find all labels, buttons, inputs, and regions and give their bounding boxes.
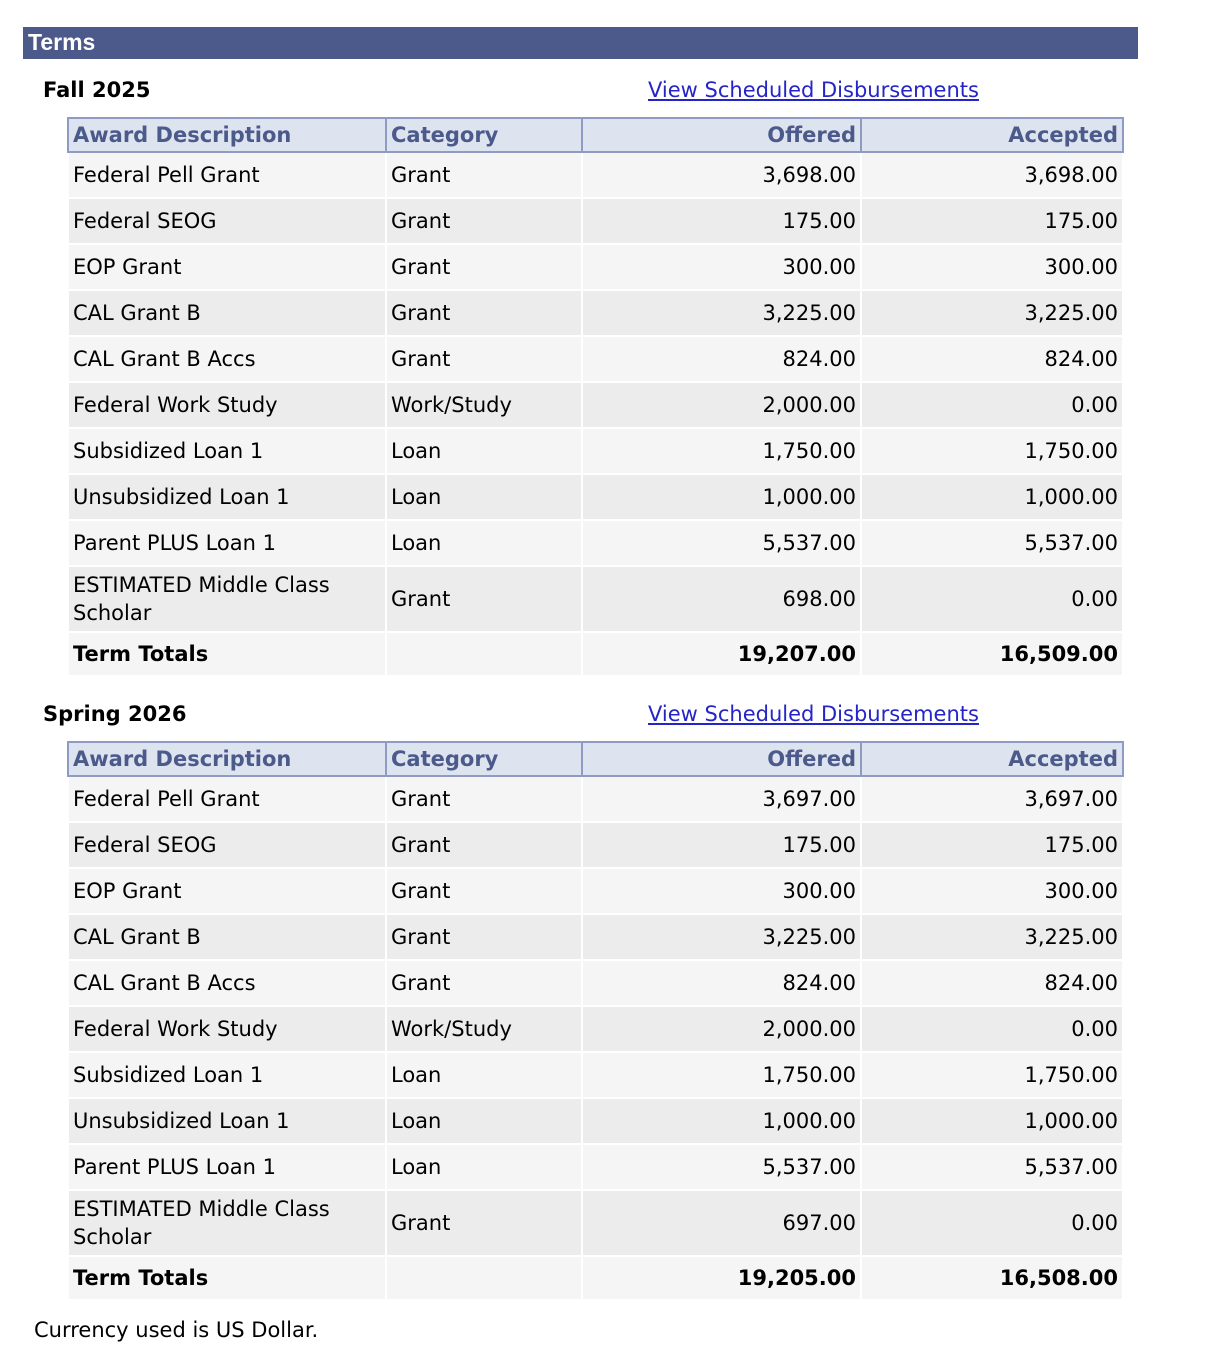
view-scheduled-disbursements-link[interactable]: View Scheduled Disbursements xyxy=(648,78,979,102)
award-category: Grant xyxy=(386,914,582,960)
award-offered: 5,537.00 xyxy=(582,520,861,566)
col-header-offered: Offered xyxy=(582,742,861,776)
col-header-award-description: Award Description xyxy=(68,118,386,152)
award-description: Federal Work Study xyxy=(68,1006,386,1052)
award-category: Work/Study xyxy=(386,382,582,428)
award-description: EOP Grant xyxy=(68,244,386,290)
award-category: Grant xyxy=(386,868,582,914)
award-category: Grant xyxy=(386,290,582,336)
award-offered: 1,750.00 xyxy=(582,1052,861,1098)
award-accepted: 824.00 xyxy=(861,960,1123,1006)
award-offered: 1,000.00 xyxy=(582,1098,861,1144)
award-offered: 1,750.00 xyxy=(582,428,861,474)
award-offered: 300.00 xyxy=(582,244,861,290)
award-accepted: 175.00 xyxy=(861,822,1123,868)
award-category: Grant xyxy=(386,776,582,822)
term-totals-label: Term Totals xyxy=(68,632,386,676)
award-offered: 5,537.00 xyxy=(582,1144,861,1190)
table-row xyxy=(68,1144,1123,1190)
award-accepted: 5,537.00 xyxy=(861,1144,1123,1190)
award-description: Federal SEOG xyxy=(68,822,386,868)
award-category: Work/Study xyxy=(386,1006,582,1052)
col-header-award-description: Award Description xyxy=(68,742,386,776)
award-description: Subsidized Loan 1 xyxy=(68,1052,386,1098)
award-description: Federal Pell Grant xyxy=(68,152,386,198)
terms-header-title: Terms xyxy=(28,29,96,55)
award-accepted: 0.00 xyxy=(861,1006,1123,1052)
award-accepted: 1,000.00 xyxy=(861,474,1123,520)
award-accepted: 3,225.00 xyxy=(861,290,1123,336)
award-accepted: 3,697.00 xyxy=(861,776,1123,822)
table-row xyxy=(68,520,1123,566)
award-category: Grant xyxy=(386,244,582,290)
award-accepted: 0.00 xyxy=(861,566,1123,632)
award-description: CAL Grant B Accs xyxy=(68,960,386,1006)
award-category: Grant xyxy=(386,822,582,868)
award-description: CAL Grant B xyxy=(68,290,386,336)
table-row xyxy=(68,428,1123,474)
award-accepted: 0.00 xyxy=(861,382,1123,428)
table-row xyxy=(68,336,1123,382)
award-offered: 3,697.00 xyxy=(582,776,861,822)
term-totals-category xyxy=(386,1256,582,1300)
table-row xyxy=(68,822,1123,868)
award-offered: 824.00 xyxy=(582,960,861,1006)
award-offered: 175.00 xyxy=(582,822,861,868)
award-accepted: 5,537.00 xyxy=(861,520,1123,566)
award-offered: 698.00 xyxy=(582,566,861,632)
table-row xyxy=(68,566,1123,632)
award-offered: 824.00 xyxy=(582,336,861,382)
award-description: Federal Pell Grant xyxy=(68,776,386,822)
award-description: Unsubsidized Loan 1 xyxy=(68,474,386,520)
table-row xyxy=(68,960,1123,1006)
currency-note: Currency used is US Dollar. xyxy=(34,1318,319,1342)
terms-header-bar xyxy=(23,27,1138,59)
award-category: Loan xyxy=(386,520,582,566)
term-totals-accepted: 16,509.00 xyxy=(861,632,1123,676)
term-title: Fall 2025 xyxy=(43,78,151,102)
award-offered: 1,000.00 xyxy=(582,474,861,520)
term-totals-row xyxy=(68,632,1123,676)
award-category: Loan xyxy=(386,1144,582,1190)
table-row xyxy=(68,474,1123,520)
award-accepted: 300.00 xyxy=(861,868,1123,914)
award-accepted: 175.00 xyxy=(861,198,1123,244)
award-offered: 697.00 xyxy=(582,1190,861,1256)
award-table xyxy=(67,741,1124,1301)
award-accepted: 3,225.00 xyxy=(861,914,1123,960)
award-description: Parent PLUS Loan 1 xyxy=(68,520,386,566)
award-offered: 175.00 xyxy=(582,198,861,244)
award-category: Grant xyxy=(386,198,582,244)
award-offered: 3,225.00 xyxy=(582,914,861,960)
table-row xyxy=(68,1098,1123,1144)
award-description: Federal SEOG xyxy=(68,198,386,244)
table-row xyxy=(68,1006,1123,1052)
award-offered: 2,000.00 xyxy=(582,1006,861,1052)
award-description: Parent PLUS Loan 1 xyxy=(68,1144,386,1190)
award-category: Loan xyxy=(386,474,582,520)
col-header-accepted: Accepted xyxy=(861,118,1123,152)
table-row xyxy=(68,290,1123,336)
award-category: Loan xyxy=(386,1052,582,1098)
term-totals-offered: 19,205.00 xyxy=(582,1256,861,1300)
award-description: CAL Grant B Accs xyxy=(68,336,386,382)
table-row xyxy=(68,152,1123,198)
view-scheduled-disbursements-link[interactable]: View Scheduled Disbursements xyxy=(648,702,979,726)
term-totals-category xyxy=(386,632,582,676)
award-accepted: 300.00 xyxy=(861,244,1123,290)
table-row xyxy=(68,198,1123,244)
col-header-offered: Offered xyxy=(582,118,861,152)
award-accepted: 1,000.00 xyxy=(861,1098,1123,1144)
table-row xyxy=(68,1190,1123,1256)
award-accepted: 1,750.00 xyxy=(861,428,1123,474)
award-description: ESTIMATED Middle Class Scholar xyxy=(68,1190,386,1256)
award-accepted: 824.00 xyxy=(861,336,1123,382)
table-row xyxy=(68,868,1123,914)
award-offered: 3,225.00 xyxy=(582,290,861,336)
table-header-row xyxy=(68,742,1123,776)
table-header-row xyxy=(68,118,1123,152)
award-offered: 2,000.00 xyxy=(582,382,861,428)
award-accepted: 1,750.00 xyxy=(861,1052,1123,1098)
term-totals-label: Term Totals xyxy=(68,1256,386,1300)
col-header-category: Category xyxy=(386,118,582,152)
award-accepted: 0.00 xyxy=(861,1190,1123,1256)
award-description: Subsidized Loan 1 xyxy=(68,428,386,474)
award-table xyxy=(67,117,1124,677)
award-description: ESTIMATED Middle Class Scholar xyxy=(68,566,386,632)
table-row xyxy=(68,244,1123,290)
award-category: Grant xyxy=(386,336,582,382)
table-row xyxy=(68,1052,1123,1098)
term-totals-row xyxy=(68,1256,1123,1300)
term-totals-accepted: 16,508.00 xyxy=(861,1256,1123,1300)
term-title: Spring 2026 xyxy=(43,702,187,726)
award-description: Federal Work Study xyxy=(68,382,386,428)
award-category: Grant xyxy=(386,1190,582,1256)
term-totals-offered: 19,207.00 xyxy=(582,632,861,676)
award-description: CAL Grant B xyxy=(68,914,386,960)
award-description: EOP Grant xyxy=(68,868,386,914)
col-header-category: Category xyxy=(386,742,582,776)
award-description: Unsubsidized Loan 1 xyxy=(68,1098,386,1144)
award-category: Grant xyxy=(386,566,582,632)
table-row xyxy=(68,776,1123,822)
award-offered: 3,698.00 xyxy=(582,152,861,198)
award-category: Grant xyxy=(386,152,582,198)
award-offered: 300.00 xyxy=(582,868,861,914)
award-accepted: 3,698.00 xyxy=(861,152,1123,198)
table-row xyxy=(68,382,1123,428)
award-category: Loan xyxy=(386,1098,582,1144)
col-header-accepted: Accepted xyxy=(861,742,1123,776)
table-row xyxy=(68,914,1123,960)
award-category: Loan xyxy=(386,428,582,474)
award-category: Grant xyxy=(386,960,582,1006)
